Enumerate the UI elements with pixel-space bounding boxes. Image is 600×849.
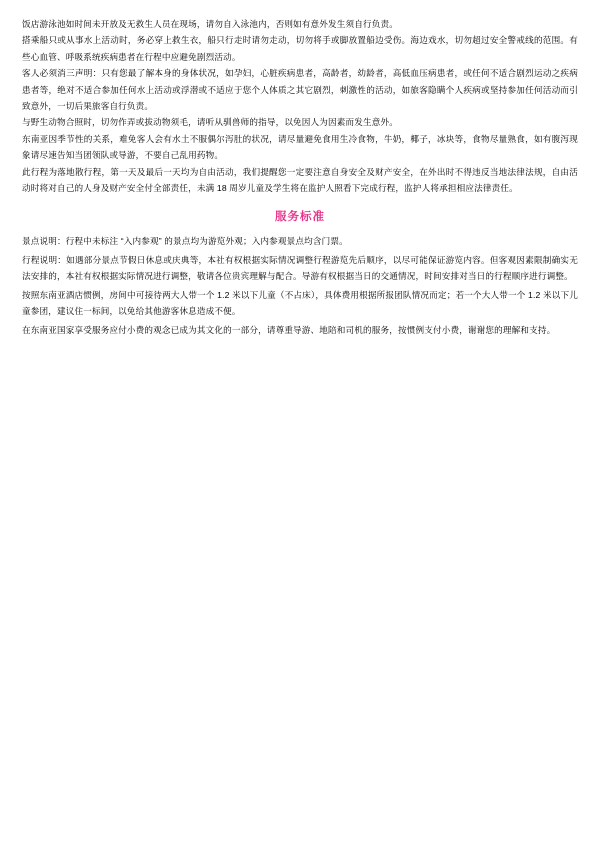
section-title-service-standard: 服务标准	[275, 211, 325, 224]
paragraph: 东南亚因季节性的关系，难免客人会有水土不服偶尔泻肚的状况，请尽量避免食用生冷食物，牛奶，椰子，冰块等，食物尽量熟食，如有腹泻现象请尽速告知当团领队或导游，不要自己乱用药物。	[22, 133, 578, 161]
paragraph: 搭乘船只或从事水上活动时，务必穿上救生衣，船只行走时请勿走动，切勿将手或脚放置船边受伤。海边戏水，切勿超过安全警戒线的范围。有些心血管、呼吸系统疾病患者在行程中应避免剧烈活动。	[22, 35, 578, 62]
service-standard-section	[22, 233, 578, 337]
paragraph: 与野生动物合照时，切勿作弄或拔动物须毛，请听从驯兽师的指导，以免因人为因素而发生意外。	[22, 117, 398, 128]
paragraph: 客人必须消三声明：只有您最了解本身的身体状况，如孕妇，心脏疾病患者，高龄者，幼龄者，高低血压病患者，或任何不适合剧烈运动之疾病患者等，绝对不适合参加任何水上活动或浮潜或不适应于您个人体质之其它剧烈，刺激性的活动，如旅客隐瞒个人疾病或坚持参加任何活动而引致意外，一切后果旅客自行负责。	[22, 68, 578, 112]
paragraph: 在东南亚国家享受服务应付小费的观念已成为其文化的一部分，请尊重导游、地陪和司机的服务，按惯例支付小费，谢谢您的理解和支持。	[22, 324, 556, 335]
paragraph: 景点说明：行程中未标注 “入内参观” 的景点均为游览外观；入内参观景点均含门票。	[22, 236, 348, 247]
paragraph: 按照东南亚酒店惯例，房间中可接待两大人带一个 1.2 米以下儿童（不占床），具体费用根据所报团队情况而定；若一个大人带一个 1.2 米以下儿童参团，建议住一标间，以免给其他游客休息造成不便。	[22, 289, 578, 317]
paragraph: 此行程为落地散行程，第一天及最后一天均为自由活动，我们提醒您一定要注意自身安全及财产安全，在外出时不得违反当地法律法规，自由活动时将对自己的人身及财产安全付全部责任，未满 18 周岁儿童及学生将在监护人照看下完成行程，监护人将承担相应法律责任。	[22, 166, 578, 194]
notice-section	[22, 16, 578, 196]
paragraph: 行程说明：如遇部分景点节假日休息或庆典等，本社有权根据实际情况调整行程游览先后顺序，以尽可能保证游览内容。但客观因素限制确实无法安排的，本社有权根据实际情况进行调整，敬请各位贵宾理解与配合。导游有权根据当日的交通情况，时间安排对当日的行程顺序进行调整。	[22, 254, 578, 282]
paragraph: 饭店游泳池如时间未开放及无救生人员在现场，请勿自入泳池内，否则如有意外发生须自行负责。	[22, 19, 398, 29]
